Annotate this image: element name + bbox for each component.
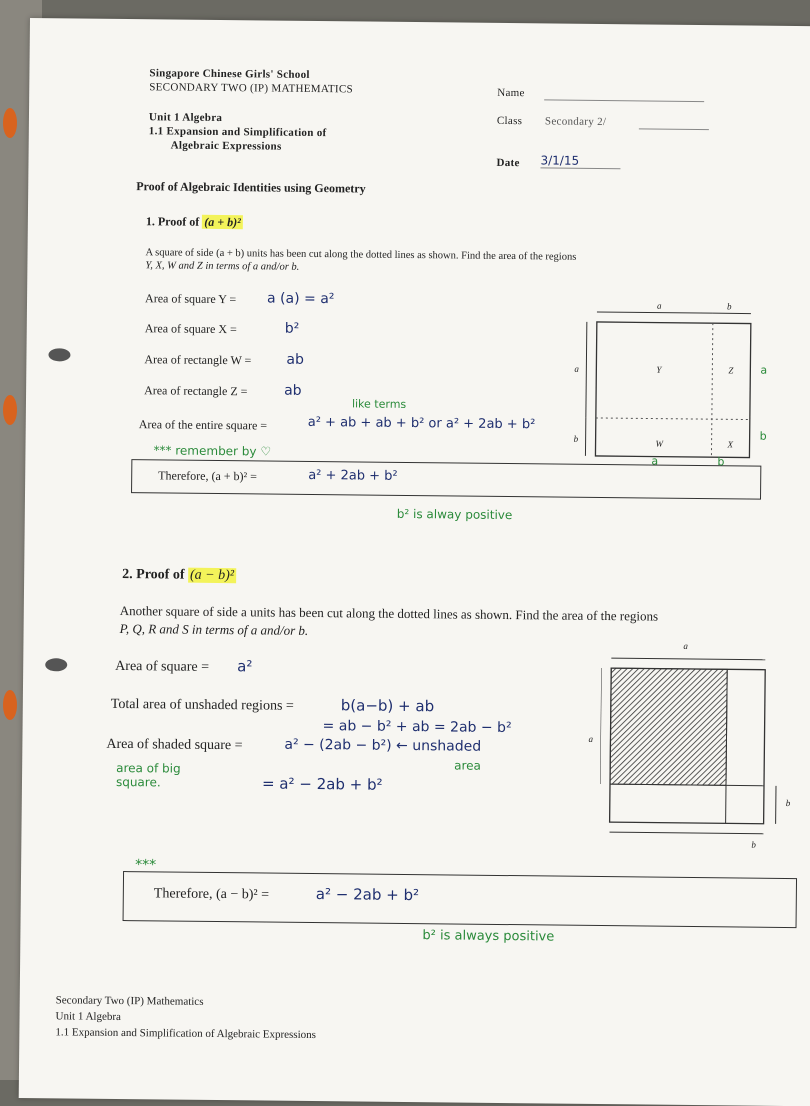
binder-ring bbox=[3, 108, 17, 138]
diag1-label-z: Z bbox=[728, 365, 733, 375]
diag1-label-x: X bbox=[728, 439, 734, 449]
diag2-side-a: a bbox=[588, 734, 593, 744]
diag1-top-a: a bbox=[657, 301, 662, 311]
diag1-side-b: b bbox=[574, 434, 579, 444]
punch-hole bbox=[48, 348, 70, 361]
part1-heading-prefix: 1. Proof of bbox=[146, 214, 200, 229]
part1-instructions-1: A square of side (a + b) units has been cut along the dotted lines as shown. Find the area of the regions bbox=[145, 247, 765, 264]
area-x-answer: b² bbox=[285, 321, 300, 337]
unshaded-answer-2: = ab − b² + ab = 2ab − b² bbox=[323, 718, 512, 736]
part1-therefore-answer: a² + 2ab + b² bbox=[308, 468, 398, 484]
part2-heading-expr: (a − b)² bbox=[188, 568, 236, 584]
like-terms-note: like terms bbox=[352, 397, 406, 411]
diag1-label-y: Y bbox=[656, 365, 661, 375]
unshaded-label: Total area of unshaded regions = bbox=[111, 697, 294, 715]
area-y-answer: a (a) = a² bbox=[267, 290, 335, 307]
name-label: Name bbox=[497, 87, 525, 99]
area-square-answer: a² bbox=[237, 657, 252, 675]
unit-title: Unit 1 Algebra bbox=[149, 111, 222, 124]
footer-line-1: Secondary Two (IP) Mathematics bbox=[56, 994, 204, 1008]
part2-therefore-box bbox=[123, 871, 797, 928]
date-value: 3/1/15 bbox=[540, 153, 620, 169]
part2-heading bbox=[122, 567, 236, 584]
shaded-answer-1: a² − (2ab − b²) ← unshaded bbox=[284, 737, 481, 755]
part2-heading-prefix: 2. Proof of bbox=[122, 567, 184, 583]
part2-instructions-1: Another square of side a units has been cut along the dotted lines as shown. Find the area of the regions bbox=[120, 603, 780, 626]
area-entire-answer: a² + ab + ab + b² or a² + 2ab + b² bbox=[308, 415, 536, 432]
class-label: Class bbox=[497, 115, 522, 127]
area-z-label: Area of rectangle Z = bbox=[144, 383, 248, 399]
shaded-square bbox=[610, 668, 727, 785]
name-field[interactable] bbox=[544, 99, 704, 102]
shaded-label: Area of shaded square = bbox=[106, 737, 242, 754]
area-x-label: Area of square X = bbox=[145, 321, 237, 337]
shaded-note-area: area bbox=[454, 758, 481, 772]
diag1-top-b: b bbox=[727, 301, 732, 311]
shaded-answer-2: = a² − 2ab + b² bbox=[262, 774, 383, 793]
dotted-horizontal bbox=[596, 418, 750, 420]
part2-therefore-label: Therefore, (a − b)² = bbox=[154, 886, 269, 903]
area-y-label: Area of square Y = bbox=[145, 291, 236, 307]
area-w-label: Area of rectangle W = bbox=[144, 352, 251, 368]
class-value: Secondary 2/ bbox=[545, 115, 606, 128]
topic-line-2: Algebraic Expressions bbox=[171, 139, 282, 152]
dotted-vertical bbox=[711, 323, 712, 457]
dim-arrow-bottom bbox=[610, 832, 764, 834]
part2-therefore-answer: a² − 2ab + b² bbox=[316, 885, 419, 904]
class-field[interactable] bbox=[639, 128, 709, 130]
dim-arrow-top bbox=[611, 658, 765, 660]
diag2-top-a: a bbox=[683, 641, 688, 651]
punch-hole bbox=[45, 658, 67, 671]
area-z-answer: ab bbox=[284, 383, 302, 399]
diag1-right-b: b bbox=[760, 430, 767, 443]
area-square-label: Area of square = bbox=[115, 659, 209, 676]
dim-arrow-side-a bbox=[586, 322, 587, 418]
big-square-note: area of big square. bbox=[116, 761, 226, 790]
binder-ring bbox=[3, 395, 17, 425]
part1-heading-expr: (a + b)² bbox=[202, 215, 243, 229]
diag2-side-b: b bbox=[786, 798, 791, 808]
remember-note: *** remember by ♡ bbox=[153, 443, 271, 458]
section-title: Proof of Algebraic Identities using Geometry bbox=[136, 179, 366, 196]
part1-diagram bbox=[581, 300, 783, 472]
area-entire-label: Area of the entire square = bbox=[139, 417, 268, 433]
part1-positive-note: b² is alway positive bbox=[397, 507, 513, 522]
date-label: Date bbox=[496, 157, 519, 169]
outer-square bbox=[595, 322, 750, 458]
dim-arrow-side-a bbox=[600, 668, 601, 784]
area-w-answer: ab bbox=[286, 352, 304, 368]
part1-therefore-label: Therefore, (a + b)² = bbox=[158, 468, 257, 484]
diag1-bottom-a: a bbox=[651, 455, 658, 468]
part1-instructions-2: Y, X, W and Z in terms of a and/or b. bbox=[145, 260, 299, 273]
worksheet-page bbox=[19, 18, 810, 1106]
part1-heading bbox=[146, 214, 243, 230]
school-name: Singapore Chinese Girls' School bbox=[149, 67, 309, 81]
part2-positive-note: b² is always positive bbox=[422, 928, 554, 944]
footer-line-3: 1.1 Expansion and Simplification of Algebraic Expressions bbox=[55, 1026, 316, 1041]
part2-instructions-2: P, Q, R and S in terms of a and/or b. bbox=[120, 621, 309, 639]
unshaded-answer-1: b(a−b) + ab bbox=[341, 696, 435, 715]
part2-stars: *** bbox=[135, 857, 156, 873]
binder-ring bbox=[3, 690, 17, 720]
footer-line-2: Unit 1 Algebra bbox=[55, 1010, 121, 1023]
diag2-bottom-b: b bbox=[751, 840, 756, 850]
dim-arrow-top-a bbox=[597, 312, 713, 313]
course-level: SECONDARY TWO (IP) MATHEMATICS bbox=[149, 81, 353, 95]
topic-line-1: 1.1 Expansion and Simplification of bbox=[149, 125, 327, 139]
diag1-right-a: a bbox=[760, 364, 767, 377]
diag1-side-a: a bbox=[574, 364, 579, 374]
part2-diagram bbox=[599, 654, 791, 856]
diag1-bottom-b: b bbox=[717, 455, 724, 468]
diag1-label-w: W bbox=[656, 439, 664, 449]
